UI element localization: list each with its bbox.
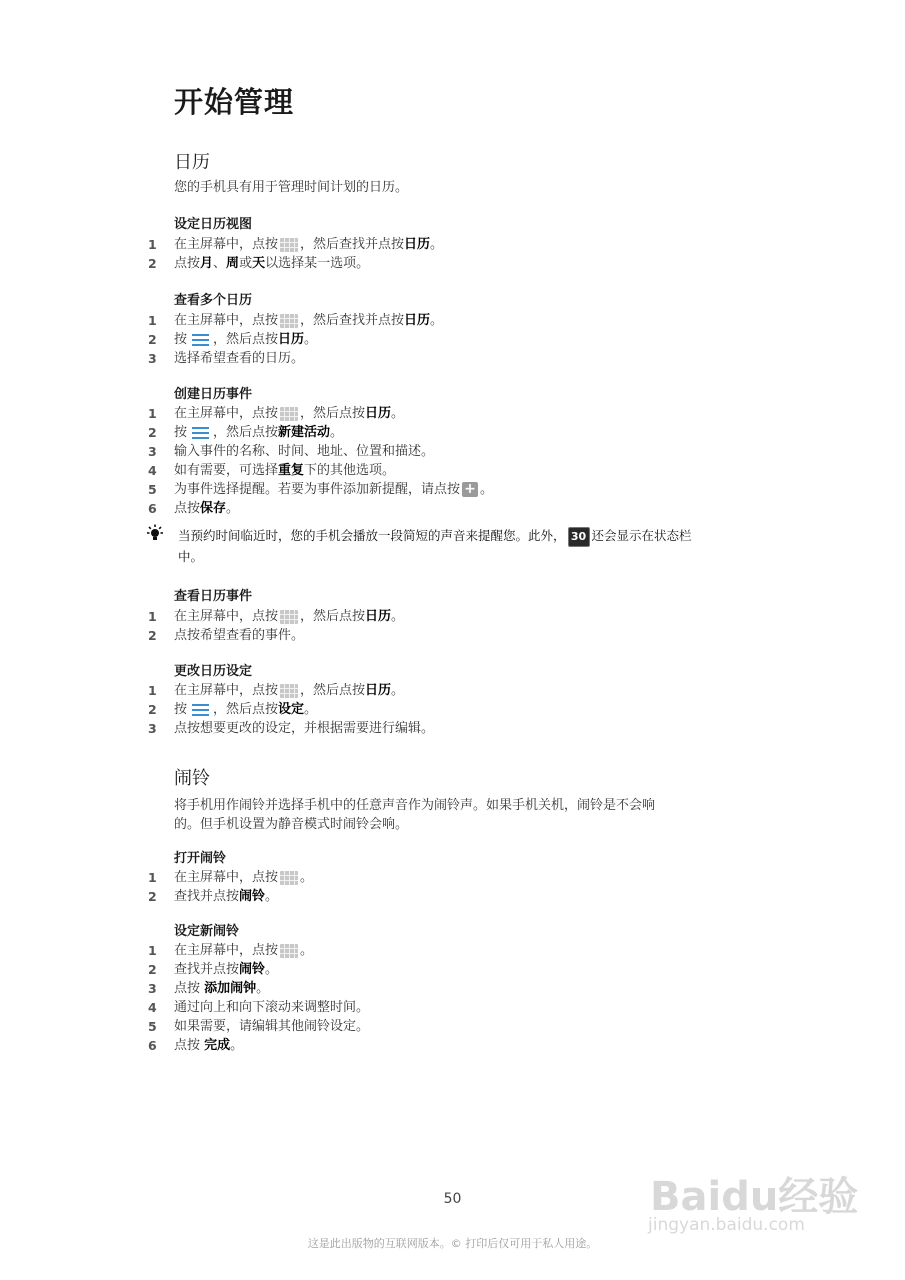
step-number: 1 <box>148 313 157 328</box>
step-text: 在主屏幕中，点按 。 <box>174 943 314 958</box>
step-text: 查找并点按闹铃。 <box>174 962 279 977</box>
step-number: 3 <box>148 721 157 736</box>
alarm-heading: 闹铃 <box>174 768 210 789</box>
page-number: 50 <box>443 1191 462 1207</box>
create-event-title: 创建日历事件 <box>174 387 253 402</box>
open-alarm-title: 打开闹铃 <box>174 851 227 866</box>
step-text: 点按保存。 <box>174 501 240 516</box>
step-text: 输入事件的名称、时间、地址、位置和描述。 <box>174 444 435 459</box>
step-number: 2 <box>148 702 157 717</box>
step-text: 点按月、周或天以选择某一选项。 <box>174 256 370 271</box>
step-text: 在主屏幕中，点按 ，然后点按日历。 <box>174 683 405 698</box>
step-text: 查找并点按闹铃。 <box>174 889 279 904</box>
step-text: 通过向上和向下滚动来调整时间。 <box>174 1000 370 1015</box>
apps-grid-icon <box>280 684 298 698</box>
step-text: 点按 添加闹钟。 <box>174 981 270 996</box>
step-text: 点按想要更改的设定，并根据需要进行编辑。 <box>174 721 435 736</box>
step-text: 按 ，然后点按设定。 <box>174 702 318 717</box>
step-text: 在主屏幕中，点按 ，然后点按日历。 <box>174 609 405 624</box>
step-number: 2 <box>148 889 157 904</box>
plus-icon: + <box>462 482 478 497</box>
step-text: 按 ，然后点按日历。 <box>174 332 318 347</box>
apps-grid-icon <box>280 238 298 252</box>
calendar-heading: 日历 <box>174 152 210 173</box>
calendar-status-icon: 30 <box>568 527 590 547</box>
watermark-logo: Baidu经验 <box>650 1174 859 1220</box>
step-text: 选择希望查看的日历。 <box>174 351 305 366</box>
calendar-intro: 您的手机具有用于管理时间计划的日历。 <box>174 180 409 195</box>
step-number: 2 <box>148 425 157 440</box>
apps-grid-icon <box>280 944 298 958</box>
apps-grid-icon <box>280 407 298 421</box>
step-number: 1 <box>148 943 157 958</box>
new-alarm-title: 设定新闹铃 <box>174 924 240 939</box>
step-number: 1 <box>148 870 157 885</box>
step-text: 按 ，然后点按新建活动。 <box>174 425 344 440</box>
step-text: 如有需要，可选择重复下的其他选项。 <box>174 463 396 478</box>
page-title: 开始管理 <box>174 85 295 119</box>
step-number: 4 <box>148 463 157 478</box>
step-text: 点按 完成。 <box>174 1038 244 1053</box>
step-text: 在主屏幕中，点按 ，然后查找并点按日历。 <box>174 237 444 252</box>
step-text: 在主屏幕中，点按 。 <box>174 870 314 885</box>
step-number: 2 <box>148 628 157 643</box>
lightbulb-icon <box>145 524 165 544</box>
step-text: 在主屏幕中，点按 ，然后查找并点按日历。 <box>174 313 444 328</box>
step-number: 5 <box>148 482 157 497</box>
step-number: 2 <box>148 332 157 347</box>
view-event-title: 查看日历事件 <box>174 589 253 604</box>
step-number: 3 <box>148 351 157 366</box>
step-number: 2 <box>148 256 157 271</box>
step-number: 2 <box>148 962 157 977</box>
set-calendar-view-title: 设定日历视图 <box>174 217 253 232</box>
apps-grid-icon <box>280 871 298 885</box>
menu-icon <box>189 425 211 441</box>
step-number: 1 <box>148 406 157 421</box>
step-number: 1 <box>148 683 157 698</box>
step-text: 为事件选择提醒。若要为事件添加新提醒，请点按 + 。 <box>174 481 494 497</box>
footer-note: 这是此出版物的互联网版本。© 打印后仅可用于私人用途。 <box>307 1237 598 1250</box>
step-number: 6 <box>148 1038 157 1053</box>
step-number: 1 <box>148 609 157 624</box>
view-multiple-calendars-title: 查看多个日历 <box>174 293 253 308</box>
step-number: 4 <box>148 1000 157 1015</box>
step-number: 6 <box>148 501 157 516</box>
step-number: 3 <box>148 981 157 996</box>
tip-text: 当预约时间临近时，您的手机会播放一段简短的声音来提醒您。此外， 30 还会显示在状态栏 中。 <box>178 528 692 564</box>
step-number: 1 <box>148 237 157 252</box>
step-text: 在主屏幕中，点按 ，然后点按日历。 <box>174 406 405 421</box>
menu-icon <box>189 702 211 718</box>
watermark-url: jingyan.baidu.com <box>648 1215 805 1235</box>
apps-grid-icon <box>280 314 298 328</box>
step-number: 5 <box>148 1019 157 1034</box>
change-settings-title: 更改日历设定 <box>174 664 253 679</box>
step-number: 3 <box>148 444 157 459</box>
step-text: 如果需要，请编辑其他闹铃设定。 <box>174 1019 370 1034</box>
apps-grid-icon <box>280 610 298 624</box>
step-text: 点按希望查看的事件。 <box>174 628 305 643</box>
menu-icon <box>189 332 211 348</box>
alarm-intro: 将手机用作闹铃并选择手机中的任意声音作为闹铃声。如果手机关机，闹铃是不会响 的。但手机设置为静音模式时闹铃会响。 <box>174 798 656 832</box>
